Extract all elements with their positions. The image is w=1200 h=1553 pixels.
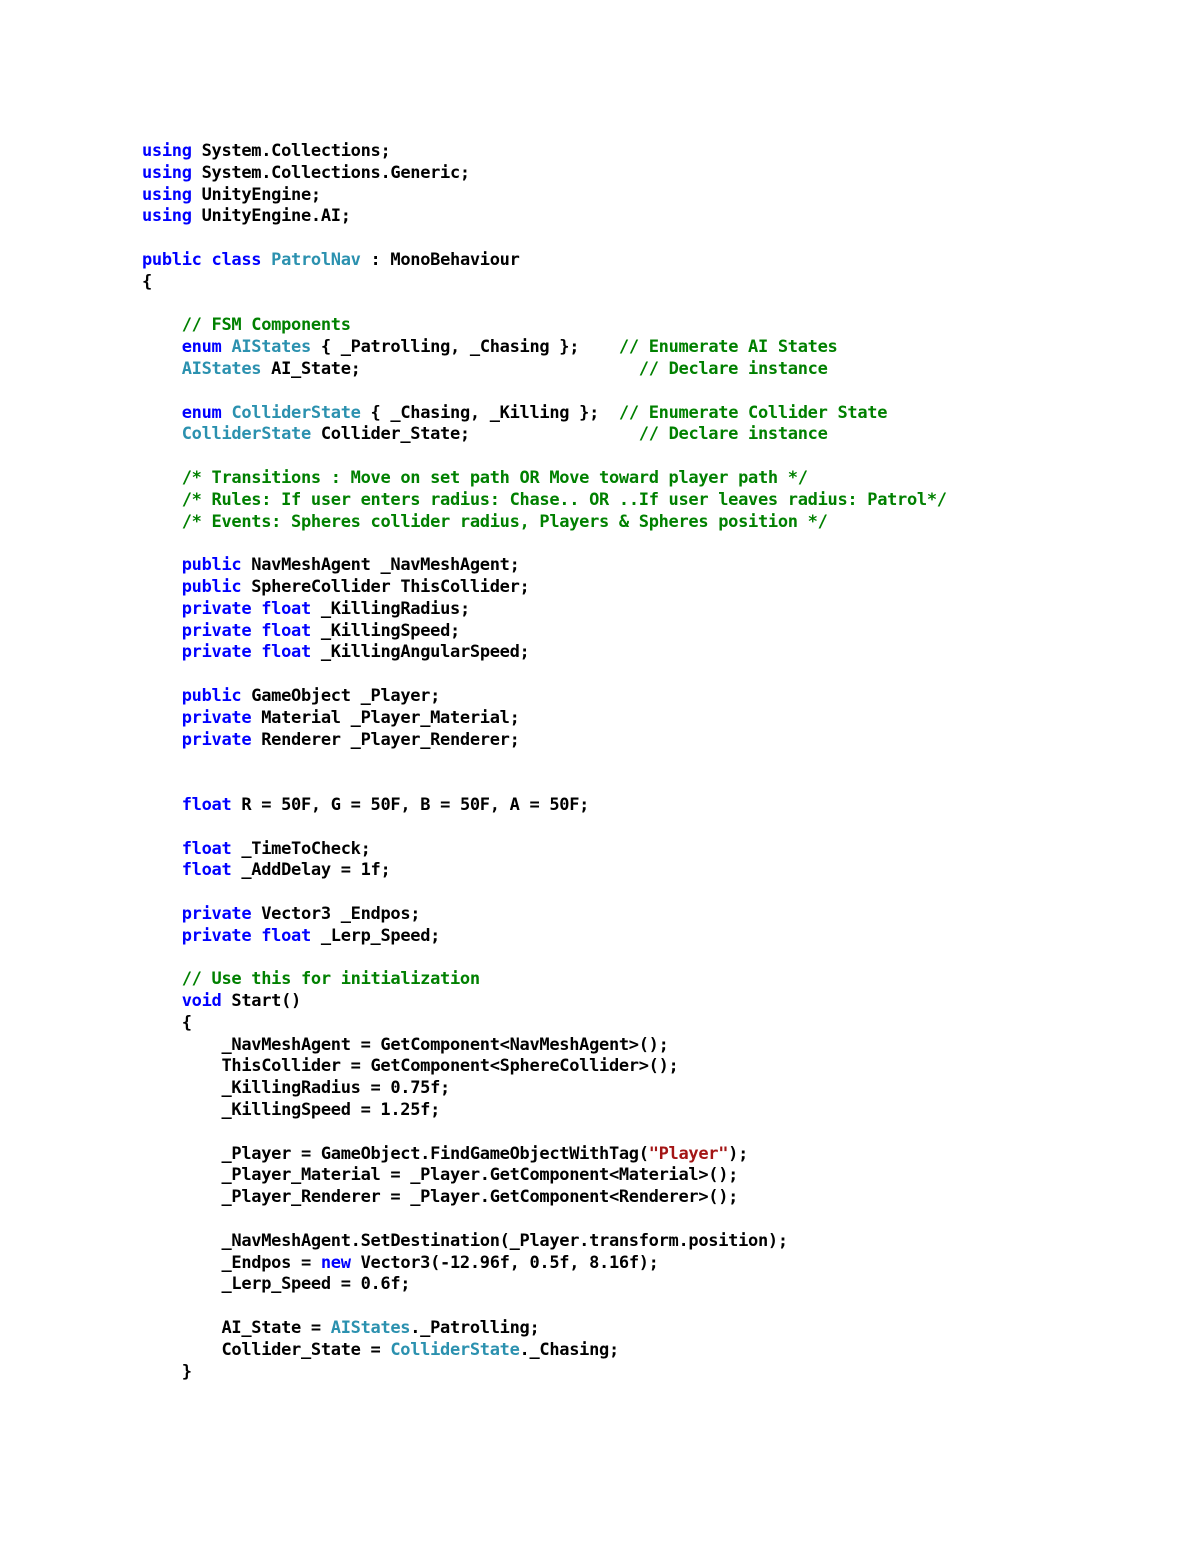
code-token-plain: _AddDelay = 1f; — [231, 860, 391, 881]
code-token-plain — [142, 991, 182, 1011]
code-line — [142, 294, 947, 316]
code-token-plain — [142, 686, 182, 706]
code-token-comment: // FSM Components — [181, 315, 351, 336]
code-token-plain: _KillingRadius; — [310, 598, 470, 619]
code-token-plain — [142, 860, 182, 880]
code-line — [142, 1100, 947, 1122]
code-token-keyword: private — [181, 620, 252, 641]
code-token-plain: ); — [728, 1143, 749, 1164]
code-line — [142, 621, 947, 643]
code-token-plain — [142, 555, 182, 575]
code-token-comment: // Declare instance — [638, 424, 828, 445]
code-token-type: AIStates — [181, 358, 262, 379]
code-token-plain: GameObject _Player; — [241, 685, 441, 706]
code-token-plain: Vector3 _Endpos; — [251, 903, 421, 924]
code-token-plain — [142, 315, 182, 335]
code-line — [142, 1078, 947, 1100]
code-token-keyword: private — [181, 642, 252, 663]
code-token-plain: R = 50F, G = 50F, B = 50F, A = 50F; — [231, 794, 590, 815]
code-line — [142, 533, 947, 555]
code-token-keyword: using — [142, 184, 192, 205]
code-token-plain — [142, 969, 182, 989]
code-token-type: ColliderState — [181, 424, 311, 445]
code-token-plain: _Player_Material = _Player.GetComponent<Material>(); — [142, 1165, 739, 1186]
code-line — [142, 359, 947, 381]
code-line — [142, 1056, 947, 1078]
code-line — [142, 969, 947, 991]
code-token-type: AIStates — [330, 1318, 411, 1339]
code-line — [142, 512, 947, 534]
code-token-plain: AI_State = — [142, 1318, 331, 1339]
code-listing — [142, 141, 947, 1383]
code-token-plain — [142, 642, 182, 662]
code-line — [142, 839, 947, 861]
code-line — [142, 1013, 947, 1035]
code-token-plain: ._Patrolling; — [410, 1318, 540, 1339]
code-token-keyword: using — [142, 206, 192, 227]
code-token-type: ColliderState — [231, 402, 361, 423]
code-line — [142, 446, 947, 468]
code-line — [142, 206, 947, 228]
code-token-plain: _KillingRadius = 0.75f; — [142, 1078, 450, 1099]
code-line — [142, 904, 947, 926]
code-line — [142, 468, 947, 490]
code-line — [142, 424, 947, 446]
code-token-plain — [251, 642, 261, 662]
code-line — [142, 1296, 947, 1318]
code-line — [142, 1144, 947, 1166]
code-token-plain: Vector3(-12.96f, 0.5f, 8.16f); — [350, 1252, 659, 1273]
code-token-plain — [142, 424, 182, 444]
code-line — [142, 1362, 947, 1384]
code-line — [142, 1231, 947, 1253]
code-token-keyword: public — [142, 249, 202, 270]
code-line — [142, 1187, 947, 1209]
code-line — [142, 751, 947, 773]
code-line — [142, 882, 947, 904]
code-line — [142, 163, 947, 185]
code-token-plain: { _Patrolling, _Chasing }; — [310, 337, 619, 358]
code-token-plain: _NavMeshAgent = GetComponent<NavMeshAgent>(); — [142, 1034, 669, 1055]
code-token-plain — [142, 468, 182, 488]
code-line — [142, 599, 947, 621]
code-token-plain — [142, 904, 182, 924]
code-token-plain — [142, 599, 182, 619]
code-token-plain: _TimeToCheck; — [231, 838, 371, 859]
code-token-plain — [142, 337, 182, 357]
code-line — [142, 795, 947, 817]
code-line — [142, 228, 947, 250]
code-token-plain: ThisCollider = GetComponent<SphereCollider>(); — [142, 1056, 679, 1077]
code-token-keyword: void — [181, 991, 222, 1012]
code-token-plain — [261, 250, 271, 270]
code-token-comment: // Enumerate Collider State — [618, 402, 888, 423]
code-line — [142, 991, 947, 1013]
code-token-plain: Material _Player_Material; — [251, 707, 520, 728]
code-token-plain: } — [142, 1361, 192, 1382]
code-token-plain: Renderer _Player_Renderer; — [251, 729, 520, 750]
code-token-keyword: public — [181, 576, 242, 597]
code-line — [142, 1274, 947, 1296]
code-token-keyword: public — [181, 555, 242, 576]
code-token-comment: // Declare instance — [638, 358, 828, 379]
code-token-plain: Collider_State = — [142, 1339, 391, 1360]
code-token-plain: { — [142, 271, 152, 292]
code-token-plain: SphereCollider ThisCollider; — [241, 576, 530, 597]
code-token-plain — [142, 839, 182, 859]
code-line — [142, 926, 947, 948]
code-token-plain — [142, 577, 182, 597]
code-token-keyword: using — [142, 141, 192, 161]
code-line — [142, 185, 947, 207]
code-token-keyword: private — [181, 707, 252, 728]
code-token-plain: { — [142, 1012, 192, 1033]
code-token-plain: _Lerp_Speed = 0.6f; — [142, 1274, 411, 1295]
code-line — [142, 708, 947, 730]
code-token-comment: // Use this for initialization — [181, 969, 480, 990]
code-token-keyword: float — [181, 794, 232, 815]
code-token-plain: Start() — [221, 991, 301, 1012]
code-line — [142, 555, 947, 577]
code-line — [142, 1318, 947, 1340]
code-token-plain — [222, 403, 232, 423]
code-token-plain: _Player = GameObject.FindGameObjectWithTag( — [142, 1143, 649, 1164]
code-token-plain: NavMeshAgent _NavMeshAgent; — [241, 555, 520, 576]
code-token-plain — [142, 403, 182, 423]
code-token-plain — [142, 926, 182, 946]
code-line — [142, 947, 947, 969]
code-token-comment: /* Transitions : Move on set path OR Move toward player path */ — [181, 467, 808, 488]
code-token-type: ColliderState — [390, 1339, 520, 1360]
code-token-plain — [142, 490, 182, 510]
code-token-string: "Player" — [648, 1143, 729, 1164]
code-token-plain — [222, 337, 232, 357]
code-line — [142, 577, 947, 599]
code-token-keyword: enum — [181, 402, 222, 423]
code-token-type: PatrolNav — [271, 249, 361, 270]
code-token-plain — [142, 359, 182, 379]
code-token-plain — [251, 621, 261, 641]
code-token-comment: /* Events: Spheres collider radius, Players & Spheres position */ — [181, 511, 828, 532]
code-token-keyword: class — [211, 249, 262, 270]
code-token-keyword: float — [261, 925, 311, 946]
code-token-keyword: private — [181, 729, 252, 750]
code-token-plain: : MonoBehaviour — [360, 249, 520, 270]
code-line — [142, 250, 947, 272]
code-token-plain: { _Chasing, _Killing }; — [360, 402, 619, 423]
code-token-plain: _Endpos = — [142, 1252, 321, 1273]
code-token-plain — [142, 708, 182, 728]
code-token-keyword: private — [181, 903, 252, 924]
code-line — [142, 730, 947, 752]
code-line — [142, 141, 947, 163]
code-line — [142, 817, 947, 839]
code-line — [142, 337, 947, 359]
code-line — [142, 315, 947, 337]
code-line — [142, 860, 947, 882]
code-token-plain: UnityEngine.AI; — [191, 206, 351, 227]
code-token-plain — [142, 621, 182, 641]
code-token-keyword: float — [261, 620, 311, 641]
code-line — [142, 1253, 947, 1275]
code-token-plain: _NavMeshAgent.SetDestination(_Player.transform.position); — [142, 1230, 788, 1251]
code-token-keyword: public — [181, 685, 242, 706]
code-line — [142, 1122, 947, 1144]
code-line — [142, 664, 947, 686]
code-token-plain — [142, 795, 182, 815]
code-token-keyword: private — [181, 598, 252, 619]
code-token-plain — [142, 730, 182, 750]
code-token-keyword: using — [142, 162, 192, 183]
code-line — [142, 490, 947, 512]
code-token-plain: _KillingSpeed; — [310, 620, 460, 641]
code-token-keyword: new — [320, 1252, 351, 1273]
code-line — [142, 1035, 947, 1057]
code-token-plain: UnityEngine; — [191, 184, 321, 205]
code-token-keyword: float — [261, 598, 311, 619]
code-line — [142, 272, 947, 294]
code-token-type: AIStates — [231, 337, 311, 358]
code-line — [142, 1165, 947, 1187]
code-token-keyword: float — [261, 642, 311, 663]
code-line — [142, 403, 947, 425]
code-line — [142, 381, 947, 403]
code-token-plain: Collider_State; — [310, 424, 639, 445]
code-token-plain — [251, 926, 261, 946]
code-token-plain: ._Chasing; — [519, 1339, 619, 1360]
code-token-plain: _Player_Renderer = _Player.GetComponent<Renderer>(); — [142, 1187, 739, 1208]
code-token-plain: _KillingAngularSpeed; — [310, 642, 530, 663]
code-token-plain: _Lerp_Speed; — [310, 925, 441, 946]
code-token-keyword: float — [181, 838, 232, 859]
code-token-plain — [142, 512, 182, 532]
code-token-comment: /* Rules: If user enters radius: Chase.. OR ..If user leaves radius: Patrol*/ — [181, 489, 947, 510]
code-token-keyword: float — [181, 860, 232, 881]
code-token-plain: AI_State; — [261, 358, 639, 379]
code-line — [142, 642, 947, 664]
code-token-plain — [251, 599, 261, 619]
code-token-keyword: enum — [181, 337, 222, 358]
code-token-plain: _KillingSpeed = 1.25f; — [142, 1100, 441, 1121]
code-line — [142, 1209, 947, 1231]
code-token-plain: System.Collections.Generic; — [191, 162, 470, 183]
code-token-comment: // Enumerate AI States — [618, 337, 838, 358]
code-line — [142, 686, 947, 708]
code-token-keyword: private — [181, 925, 252, 946]
code-token-plain — [202, 250, 212, 270]
code-line — [142, 1340, 947, 1362]
code-line — [142, 773, 947, 795]
code-token-plain: System.Collections; — [191, 141, 391, 161]
